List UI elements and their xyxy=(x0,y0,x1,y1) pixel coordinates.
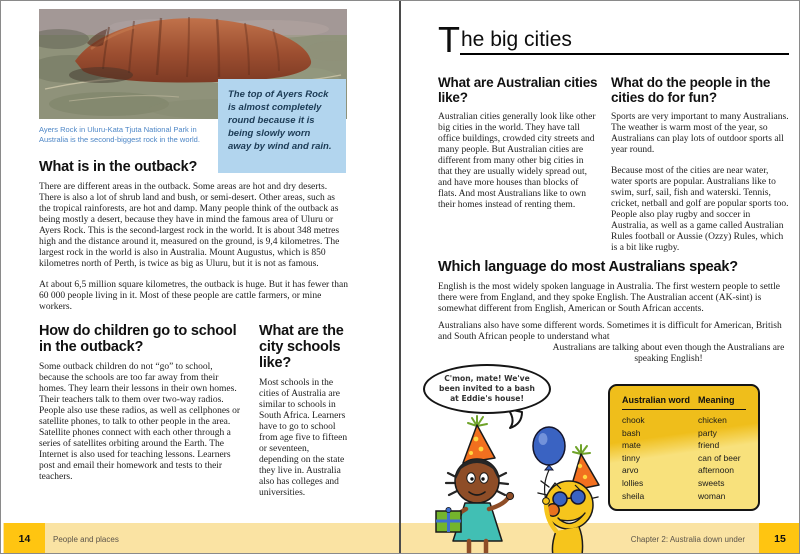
meaning-cell: afternoon xyxy=(698,465,734,476)
city-schools-heading: What are the city schools like? xyxy=(259,323,344,371)
cities-paragraph: Australian cities generally look like other big cities in the world. They have tall office buildings, crowded city streets and many people. But Australian cities are different from many other big cities in that they are usually widely spread out, and have more houses than blocks of flats. And most Australians like to own their homes instead of renting them. xyxy=(438,112,596,210)
left-page-number: 14 xyxy=(4,523,45,554)
photo-caption: Ayers Rock in Uluru-Kata Tjuta National Park in Australia is the second-biggest rock in the world. xyxy=(39,125,200,144)
cat-character xyxy=(533,427,599,554)
language-paragraph-2-start: Australians also have some different words. Sometimes it is difficult for American, British and South African people to understand what xyxy=(438,321,782,342)
meaning-cell: can of beer xyxy=(698,452,741,463)
table-header-meaning: Meaning xyxy=(698,395,735,405)
cities-heading: What are Australian cities like? xyxy=(438,75,598,105)
outback-heading: What is in the outback? xyxy=(39,159,198,175)
school-column xyxy=(39,323,243,509)
table-row xyxy=(622,427,746,440)
language-paragraph-1: English is the most widely spoken language in Australia. The first western people to settle there were from England, and they spoke English. The Australian accent (AK-sint) is somewhat different from English, American or South African accents. xyxy=(438,282,781,314)
language-section xyxy=(438,259,789,375)
meaning-cell: party xyxy=(698,427,717,438)
fun-paragraph-2: Because most of the cities are near water, water sports are popular. Australians like to swim, surf, sail, fish and waterski. Tennis, cricket, netball and golf are popular sports too. People also play rugby and soccer in Australia, as well as a game called Australian Rules football or Aussie (Ozzy) Rules, which is a bit like rugby. xyxy=(611,166,789,253)
fact-box: The top of Ayers Rock is almost completely round because it is being slowly worn away by wind and rain. xyxy=(218,79,346,173)
left-footer xyxy=(3,523,400,554)
word-cell: tinny xyxy=(622,452,640,463)
language-heading: Which language do most Australians speak? xyxy=(438,259,738,275)
table-row xyxy=(622,464,746,477)
word-cell: mate xyxy=(622,440,641,451)
word-cell: bash xyxy=(622,427,641,438)
word-cell: arvo xyxy=(622,465,639,476)
speech-bubble: C'mon, mate! We've been invited to a bash at Eddie's house! xyxy=(423,364,551,414)
outback-paragraph-2: At about 6,5 million square kilometres, the outback is huge. But it has fewer than 60 000 people living in it. Most of these people are cattle farmers, or mine workers. xyxy=(39,280,348,312)
left-page-columns xyxy=(39,323,348,509)
australian-words-table xyxy=(608,384,760,511)
fun-column xyxy=(611,75,789,264)
right-footer-label: Chapter 2: Australia down under xyxy=(630,534,745,544)
outback-paragraph-1: There are different areas in the outback. Some areas are hot and dry deserts. There is also a lot of shrub land and bush, or semi-desert. Other areas, such as the tropical rainforests, are hot and damp. Many people think of the outback as being mostly a desert, because they have in mind the famous area of Uluru or Ayers Rock. This is the second-largest rock in the world. It is about 348 metres high and the distance around it, measured on the ground, is 9,4 kilometres. The largest rock in the world is also in Australia. Mount Augustus, which is 850 kilometres north of Perth, is twice as big as Uluru, but it is not as famous. xyxy=(39,182,340,269)
meaning-cell: woman xyxy=(698,490,726,501)
meaning-cell: sweets xyxy=(698,477,725,488)
meaning-cell: chicken xyxy=(698,415,727,425)
language-paragraph-2-end: Australians are talking about even though the Australians are speaking English! xyxy=(552,343,785,364)
word-cell: lollies xyxy=(622,477,644,488)
right-page-number: 15 xyxy=(759,523,800,554)
table-row xyxy=(622,439,746,452)
right-page xyxy=(401,1,800,554)
school-paragraph: Some outback children do not “go” to school, because the schools are too far away from their homes. They learn their lessons in their own homes. Their teachers talk to them over two-way radios. People also use these radios, as well as cellphones or satellite phones, to talk to other people in the area. Satellite phones connect with each other through a series of satellites orbiting around the Earth. The Internet is also used for teaching lessons. Learners post and email their homework and tests to their teachers. xyxy=(39,362,241,482)
left-page-text xyxy=(39,159,348,509)
word-cell: sheila xyxy=(622,490,645,501)
cities-column xyxy=(438,75,598,264)
right-page-columns xyxy=(438,75,789,264)
school-heading: How do children go to school in the outback? xyxy=(39,323,237,355)
cartoon-characters xyxy=(429,399,604,554)
fun-heading: What do the people in the cities do for fun? xyxy=(611,75,771,105)
city-schools-column xyxy=(259,323,348,509)
table-row xyxy=(622,414,746,427)
left-footer-label: People and places xyxy=(53,534,119,544)
table-header-word: Australian word xyxy=(622,395,691,405)
table-row xyxy=(622,452,746,465)
girl-character xyxy=(436,416,514,553)
meaning-cell: friend xyxy=(698,440,720,451)
title-text: he big cities xyxy=(460,28,789,55)
page-gutter-line xyxy=(399,1,401,554)
fun-paragraph-1: Sports are very important to many Australians. The weather is warm most of the year, so Australians can play lots of outdoor sports all year round. xyxy=(611,112,789,155)
table-row xyxy=(622,490,746,503)
table-header-row xyxy=(622,395,746,410)
city-schools-paragraph: Most schools in the cities of Australia are similar to schools in South Africa. Learners have to go to school from age five to fifteen or seventeen, depending on the state they live in. Australia also has colleges and universities. xyxy=(259,378,348,498)
word-cell: chook xyxy=(622,415,645,425)
title-drop-cap: T xyxy=(438,19,460,60)
table-row xyxy=(622,477,746,490)
chapter-title xyxy=(438,19,789,60)
